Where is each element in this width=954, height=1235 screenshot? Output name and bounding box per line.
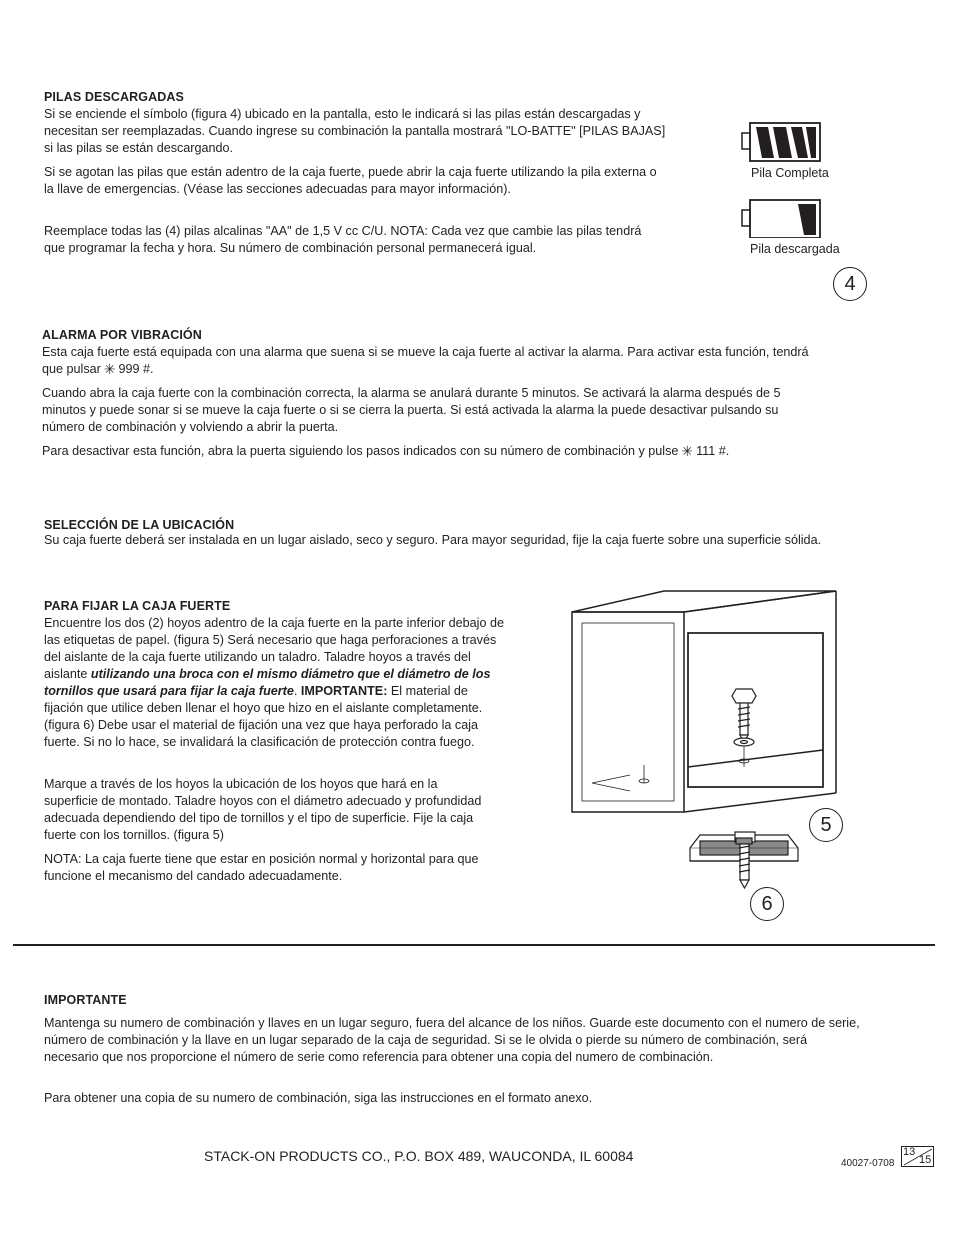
document-code: 40027-0708 [841, 1158, 895, 1169]
fijar-heading: PARA FIJAR LA CAJA FUERTE [44, 599, 231, 613]
ubicacion-heading: SELECCIÓN DE LA UBICACIÓN [44, 518, 235, 532]
battery-empty-label: Pila descargada [750, 242, 840, 256]
figure-5-number: 5 [809, 808, 843, 842]
pilas-heading: PILAS DESCARGADAS [44, 90, 184, 104]
pilas-paragraph-2: Si se agotan las pilas que están adentro de la caja fuerte, puede abrir la caja fuerte utilizando la pila externa o la llave de emergencias. (Véase las secciones adecuadas para mayor información). [44, 165, 657, 196]
alarma-paragraph-2: Cuando abra la caja fuerte con la combinación correcta, la alarma se anulará durante 5 minutos. Se activará la alarma después de 5 minutos y puede sonar si se mueve la caja fuerte o si se cierra la puerta. Si está activada la alarma la puede desactivar pulsando su número de combinación y volviendo a abrir la puerta. [42, 386, 781, 434]
fijar-paragraph-3: NOTA: La caja fuerte tiene que estar en posición normal y horizontal para que funcione el mecanismo del candado adecuadamente. [44, 852, 479, 883]
fijar-paragraph-2: Marque a través de los hoyos la ubicación de los hoyos que hará en la superficie de montado. Taladre hoyos con el diámetro adecuado y profundidad adecuada dependiendo del tipo de tornillos y el tipo de superficie. Fije la caja fuerte con los tornillos. (figura 5) [44, 777, 482, 842]
importante-paragraph-1: Mantenga su numero de combinación y llaves en un lugar seguro, fuera del alcance de los niños. Guarde este documento con el numero de serie, número de combinación y la llave en un lugar separado de la caja de seguridad. Si se le olvida o pierde su número de combinación, será necesario que nos proporcione el número de serie como referencia para obtener una copia del numero de combinación. [44, 1016, 860, 1064]
importante-heading: IMPORTANTE [44, 993, 127, 1007]
battery-full-label: Pila Completa [751, 166, 829, 180]
figure-6-number: 6 [750, 887, 784, 921]
pilas-paragraph-3: Reemplace todas las (4) pilas alcalinas "AA" de 1,5 V cc C/U. NOTA: Cada vez que cambie las pilas tendrá que programar la fecha y hora. Su número de combinación personal permanecerá igual. [44, 224, 642, 255]
figure-4-number: 4 [833, 267, 867, 301]
bolt-icon [732, 689, 756, 746]
pilas-paragraph-1: Si se enciende el símbolo (figura 4) ubicado en la pantalla, esto le indicará si las pilas están descargadas y necesitan ser reemplazadas. Cuando ingrese su combinación la pantalla mostrará "LO-BATTE" [PILAS BAJAS] si las pilas se están descargando. [44, 107, 666, 155]
section-divider [13, 944, 935, 946]
page-number: 13 [903, 1146, 916, 1158]
battery-full-icon [742, 123, 820, 161]
safe-box-drawing [572, 591, 836, 812]
alarma-paragraph-1: Esta caja fuerte está equipada con una alarma que suena si se mueve la caja fuerte al activar la alarma. Para activar esta función, tendrá que pulsar ✳ 999 #. [42, 345, 809, 378]
alarma-paragraph-3: Para desactivar esta función, abra la puerta siguiendo los pasos indicados con su número de combinación y pulse ✳ 111 #. [42, 444, 730, 460]
alarma-heading: ALARMA POR VIBRACIÓN [42, 328, 202, 342]
safe-bolt-illustration [560, 585, 850, 895]
insulation-bolt-icon [690, 832, 798, 888]
star-key-icon: ✳ [681, 444, 694, 460]
fijar-paragraph-1: Encuentre los dos (2) hoyos adentro de la caja fuerte en la parte inferior debajo de las etiquetas de papel. (figura 5) Será necesario que haga perforaciones a través del aislante de la caja fuerte utilizando un taladro. Taladre hoyos a través del aislante utilizando una broca con el mismo diámetro que el diámetro de los tornillos que usará para fijar la caja fuerte. IMPORTANTE: El material de fijación que utilice deben llenar el hoyo que hizo en el aislante completamente. (figura 6) Debe usar el material de fijación una vez que haya perforado la caja fuerte. Si no lo hace, se invalidará la clasificación de protección contra fuego. [44, 616, 504, 749]
page-number-box [901, 1146, 934, 1167]
company-address: STACK-ON PRODUCTS CO., P.O. BOX 489, WAUCONDA, IL 60084 [204, 1148, 634, 1164]
battery-empty-icon [742, 200, 820, 238]
star-key-icon: ✳ [103, 362, 116, 378]
ubicacion-paragraph: Su caja fuerte deberá ser instalada en un lugar aislado, seco y seguro. Para mayor seguridad, fije la caja fuerte sobre una superficie sólida. [44, 533, 822, 547]
importante-paragraph-2: Para obtener una copia de su numero de combinación, siga las instrucciones en el formato anexo. [44, 1091, 593, 1105]
page-total: 15 [919, 1154, 932, 1166]
